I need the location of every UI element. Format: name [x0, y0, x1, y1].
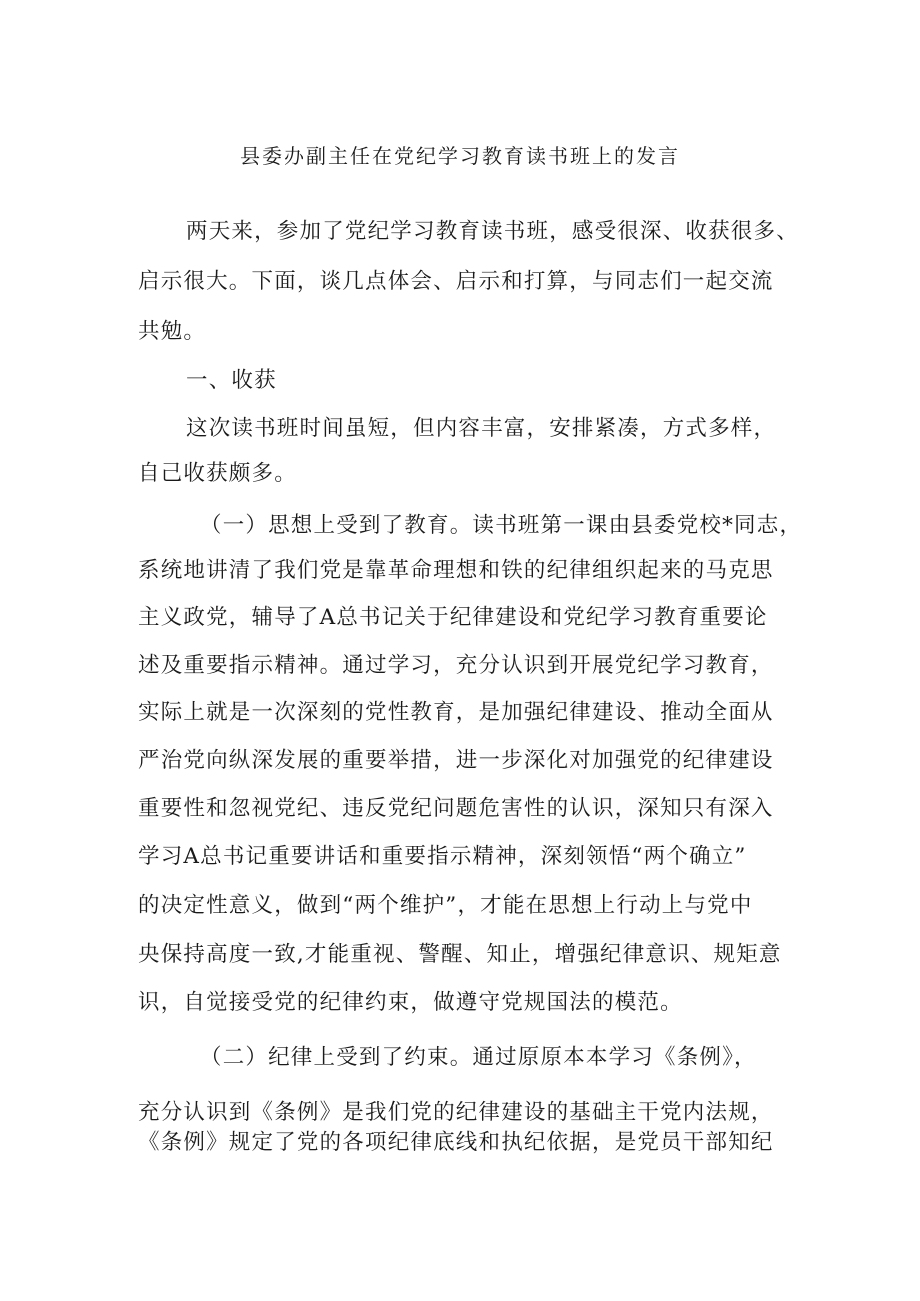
paragraph-line: 系统地讲清了我们党是靠革命理想和铁的纪律组织起来的马克思 — [138, 558, 774, 583]
paragraph-line: （一）思想上受到了教育。读书班第一课由县委党校*同志， — [200, 513, 803, 538]
paragraph-line: 两天来，参加了党纪学习教育读书班，感受很深、收获很多、 — [186, 219, 799, 244]
paragraph-line: 《条例》规定了党的各项纪律底线和执纪依据，是党员干部知纪 — [138, 1130, 774, 1155]
paragraph-line: 严治党向纵深发展的重要举措，进一步深化对加强党的纪律建设 — [138, 748, 774, 773]
paragraph-line: 重要性和忽视党纪、违反党纪问题危害性的认识，深知只有深入 — [138, 796, 774, 821]
paragraph-line: 启示很大。下面，谈几点体会、启示和打算，与同志们一起交流 — [138, 269, 774, 294]
paragraph-line: 识，自觉接受党的纪律约束，做遵守党规国法的模范。 — [138, 990, 683, 1015]
paragraph-line: 述及重要指示精神。通过学习，充分认识到开展党纪学习教育， — [138, 653, 774, 678]
paragraph-line: 实际上就是一次深刻的党性教育，是加强纪律建设、推动全面从 — [138, 700, 774, 725]
paragraph-line: 主义政党，辅导了A总书记关于纪律建设和党纪学习教育重要论 — [138, 605, 768, 630]
paragraph-line: 这次读书班时间虽短，但内容丰富，安排紧凑，方式多样， — [186, 416, 777, 441]
paragraph-line: 自己收获颇多。 — [138, 461, 297, 486]
paragraph-line: 共勉。 — [138, 319, 207, 344]
paragraph-line: 学习A总书记重要讲话和重要指示精神，深刻领悟“两个确立” — [138, 844, 747, 869]
paragraph-line: 央保持高度一致,才能重视、警醒、知止，增强纪律意识、规矩意 — [138, 942, 782, 967]
document-title: 县委办副主任在党纪学习教育读书班上的发言 — [240, 144, 680, 168]
paragraph-line: 的决定性意义，做到“两个维护”，才能在思想上行动上与党中 — [138, 893, 753, 918]
section-heading: 一、收获 — [186, 368, 277, 393]
paragraph-line: （二）纪律上受到了约束。通过原原本本学习《条例》， — [200, 1045, 757, 1070]
paragraph-line: 充分认识到《条例》是我们党的纪律建设的基础主干党内法规， — [138, 1100, 774, 1125]
